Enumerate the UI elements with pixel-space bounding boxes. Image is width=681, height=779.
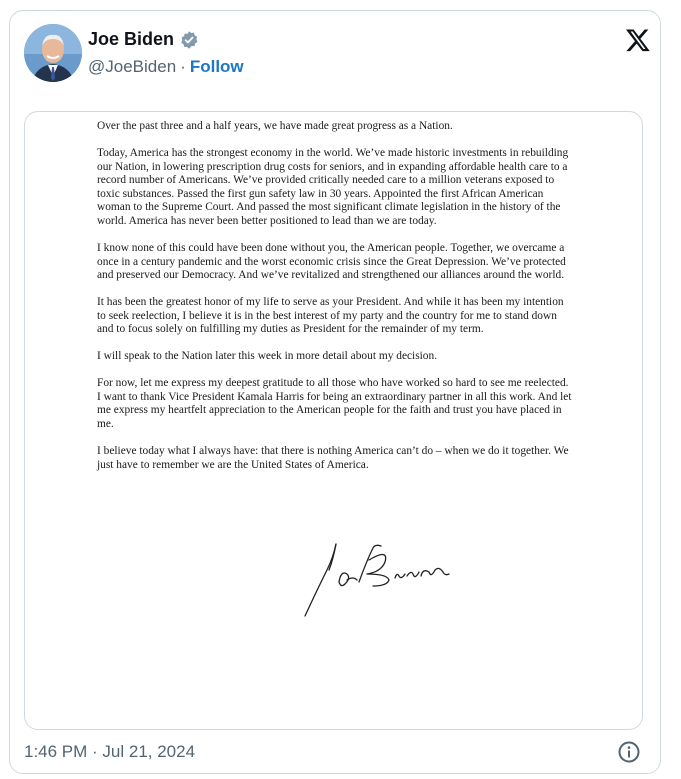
info-icon[interactable] (617, 740, 641, 764)
letter-paragraph: For now, let me express my deepest gratitude to all those who have worked so hard to see me reelected. I want to thank Vice President Kamala Harris for being an extraordinary partner in all this work. And let me express my heartfelt appreciation to the American people for the faith and trust you have placed in me. (97, 377, 572, 431)
letter-paragraph: I know none of this could have been done without you, the American people. Together, we overcame a once in a century pandemic and the worst economic crisis since the Great Depression. We’ve protected and preserved our Democracy. And we’ve revitalized and strengthened our alliances around the world. (97, 241, 566, 282)
letter-image[interactable] (24, 111, 643, 730)
author-name[interactable]: Joe Biden (88, 29, 175, 49)
letter-text (97, 120, 575, 486)
separator: · (180, 57, 186, 76)
follow-button[interactable]: Follow (189, 57, 244, 76)
letter-paragraph: It has been the greatest honor of my life to serve as your President. And while it has been my intention to seek reelection, I believe it is in the best interest of my party and the country for me to stand down and to focus solely on fulfilling my duties as President for the remainder of my term. (97, 296, 564, 336)
avatar[interactable] (24, 24, 82, 82)
tweet-timestamp[interactable]: 1:46 PM · Jul 21, 2024 (24, 742, 196, 761)
author-name-row (88, 29, 199, 50)
signature (303, 530, 473, 620)
handle-row (88, 57, 244, 77)
letter-paragraph: I believe today what I always have: that there is nothing America can’t do – when we do it together. We just have to remember we are the United States of America. (97, 445, 569, 471)
author-handle[interactable]: @JoeBiden (88, 57, 177, 76)
letter-paragraph: Over the past three and a half years, we have made great progress as a Nation. (97, 120, 453, 132)
x-logo-icon[interactable] (625, 27, 651, 53)
letter-paragraph: I will speak to the Nation later this week in more detail about my decision. (97, 350, 438, 363)
verified-badge-icon (179, 30, 199, 50)
letter-paragraph: Today, America has the strongest economy in the world. We’ve made historic investments in rebuilding our Nation, in lowering prescription drug costs for seniors, and in expanding affordable health care to a record number of Americans. We’ve provided critically needed care to a million veterans exposed to toxic substances. Passed the first gun safety law in 30 years. Appointed the first African American woman to the Supreme Court. And passed the most significant climate legislation in the history of the world. America has never been better positioned to lead than we are today. (97, 146, 569, 227)
